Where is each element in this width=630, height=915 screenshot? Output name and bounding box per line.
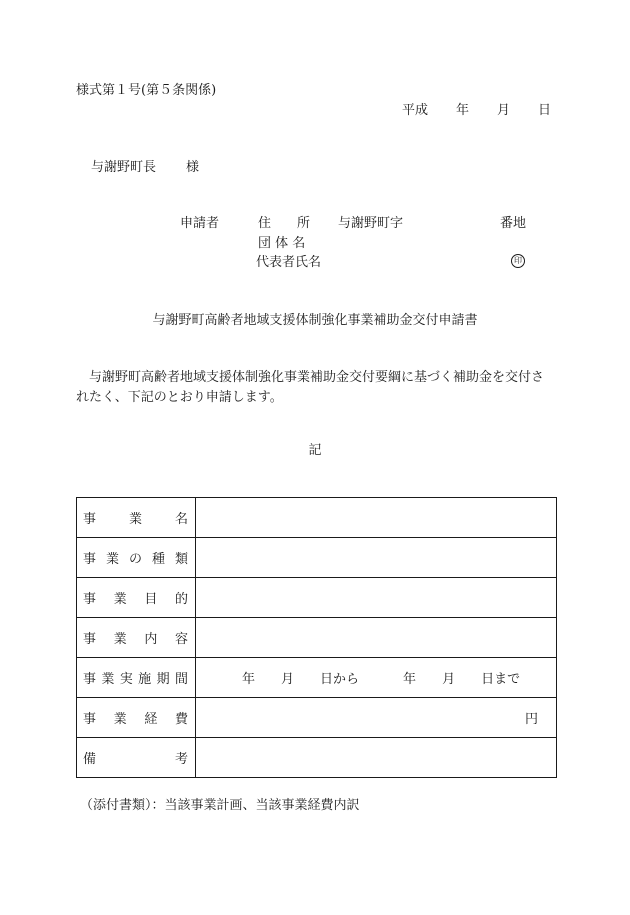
period-start-month: 月 <box>281 672 295 687</box>
form-number: 様式第１号(第５条関係) <box>76 83 217 98</box>
period-end-year: 年 <box>403 672 417 687</box>
table-row <box>77 698 557 738</box>
representative-label: 代表者氏名 <box>256 255 322 270</box>
period-start-year: 年 <box>242 672 256 687</box>
row-label <box>77 738 196 778</box>
body-text <box>76 368 554 408</box>
row-label-chars <box>77 708 195 727</box>
row-value[interactable] <box>196 498 557 538</box>
table-row <box>77 538 557 578</box>
row-label-char: 経 <box>144 712 158 727</box>
row-value[interactable] <box>196 618 557 658</box>
table-row <box>77 578 557 618</box>
row-label-char: 事 <box>83 712 97 727</box>
row-label-char: 業 <box>105 552 119 567</box>
row-label-char: 施 <box>138 672 152 687</box>
row-label-chars <box>77 588 195 607</box>
body-text-content: 与謝野町高齢者地域支援体制強化事業補助金交付要綱に基づく補助金を交付されたく、下記のとおり申請します。 <box>76 370 545 405</box>
date-era: 平成 <box>402 103 429 118</box>
row-label-char: 考 <box>174 752 188 767</box>
row-value[interactable]: 円 <box>196 698 557 738</box>
table-row <box>77 658 557 698</box>
row-label-char: 事 <box>83 632 97 647</box>
row-label-chars <box>77 548 195 567</box>
date-month-label: 月 <box>497 103 511 118</box>
row-label-char: 類 <box>174 552 188 567</box>
row-label-chars <box>77 668 195 687</box>
row-label-char: 的 <box>174 592 188 607</box>
period-end-month: 月 <box>442 672 456 687</box>
row-label-char: 備 <box>83 752 97 767</box>
row-label-char: 業 <box>113 592 127 607</box>
address-label: 住 所 <box>258 216 311 231</box>
row-label <box>77 498 196 538</box>
row-label-char: 目 <box>144 592 158 607</box>
period-end-day: 日まで <box>481 672 521 687</box>
row-label <box>77 538 196 578</box>
address-suffix: 番地 <box>500 216 527 231</box>
addressee <box>91 161 199 174</box>
row-label-char: 事 <box>83 672 97 687</box>
attachments-note: （添付書類）：当該事業計画、当該事業経費内訳 <box>80 798 360 813</box>
row-value[interactable] <box>196 538 557 578</box>
applicant-label: 申請者 <box>180 216 220 231</box>
seal-mark: 印 <box>511 254 525 268</box>
table-row <box>77 738 557 778</box>
row-label-char: 業 <box>113 712 127 727</box>
application-table <box>76 497 557 778</box>
period-field <box>196 668 556 687</box>
row-label-char: 費 <box>174 712 188 727</box>
addressee-honorific: 様 <box>186 160 200 175</box>
row-label-char: 期 <box>156 672 170 687</box>
addressee-name: 与謝野町長 <box>91 160 157 175</box>
row-label-char: 容 <box>174 632 188 647</box>
row-label-char: 間 <box>174 672 188 687</box>
date-year-label: 年 <box>456 103 470 118</box>
row-label <box>77 618 196 658</box>
row-label-char: 名 <box>174 512 188 527</box>
group-name-label: 団 体 名 <box>258 236 306 251</box>
row-value[interactable] <box>196 658 557 698</box>
row-label-char: 業 <box>113 632 127 647</box>
row-label <box>77 578 196 618</box>
row-value[interactable] <box>196 578 557 618</box>
row-label-char: の <box>128 552 142 567</box>
row-label-char: 業 <box>128 512 142 527</box>
document-title: 与謝野町高齢者地域支援体制強化事業補助金交付申請書 <box>152 313 478 328</box>
row-label-char: 内 <box>144 632 158 647</box>
ki-heading: 記 <box>308 443 322 458</box>
address-value: 与謝野町字 <box>338 216 404 231</box>
row-value[interactable] <box>196 738 557 778</box>
row-label-char: 事 <box>83 552 97 567</box>
date-day-label: 日 <box>538 103 552 118</box>
row-label-char: 種 <box>151 552 165 567</box>
row-label <box>77 698 196 738</box>
row-label-char: 実 <box>119 672 133 687</box>
row-label <box>77 658 196 698</box>
row-label-char: 事 <box>83 512 97 527</box>
row-label-chars <box>77 628 195 647</box>
row-label-chars <box>77 748 195 767</box>
period-start-day: 日から <box>320 672 360 687</box>
row-label-char: 業 <box>101 672 115 687</box>
row-label-char: 事 <box>83 592 97 607</box>
table-row <box>77 498 557 538</box>
row-label-chars <box>77 508 195 527</box>
table-row <box>77 618 557 658</box>
